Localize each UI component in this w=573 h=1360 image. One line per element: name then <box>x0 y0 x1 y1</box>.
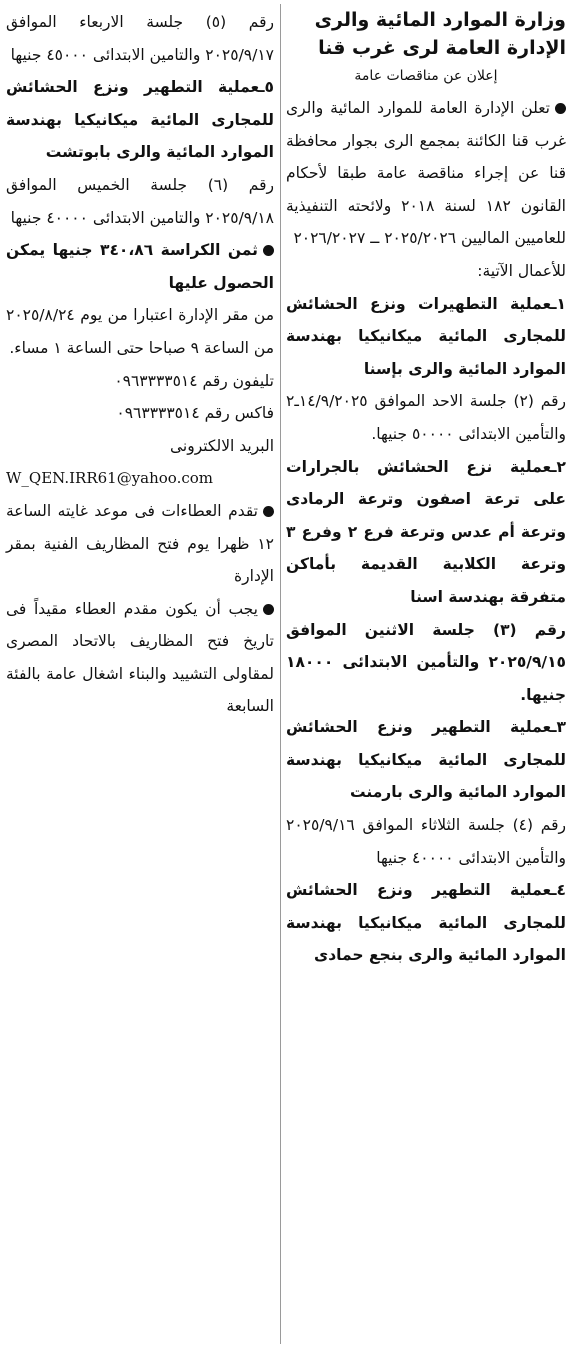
bid-deadline: تقدم العطاءات فى موعد غايته الساعة ١٢ ظهرا يوم فتح المظاريف الفنية بمقر الإدارة <box>6 501 274 586</box>
booklet-availability: من مقر الإدارة اعتبارا من يوم ٢٠٢٥/٨/٢٤ من الساعة ٩ صباحا حتى الساعة ١ مساء. <box>6 306 274 357</box>
bullet-icon <box>263 245 274 256</box>
item-4-details: رقم (٥) جلسة الاربعاء الموافق ٢٠٢٥/٩/١٧ والتامين الابتدائى ٤٥٠٠٠ جنيها <box>6 13 274 64</box>
bidder-requirement: يجب أن يكون مقدم العطاء مقيداً فى تاريخ فتح المظاريف بالاتحاد المصرى لمقاولى التشييد والبناء اشغال عامة بالفئة السابعة <box>6 599 274 716</box>
item-4-title: ٤ـعملية التطهير ونزع الحشائش للمجارى المائية ميكانيكيا بهندسة الموارد المائية والرى بنجع حمادى <box>286 881 566 965</box>
item-3-title: ٣ـعملية التطهير ونزع الحشائش للمجارى المائية ميكانيكيا بهندسة الموارد المائية والرى بارمنت <box>286 718 566 802</box>
item-5-title: ٥ـعملية التطهير ونزع الحشائش للمجارى المائية ميكانيكيا بهندسة الموارد المائية والرى بابوتشت <box>6 78 274 162</box>
booklet-price: ثمن الكراسة ٣٤٠،٨٦ جنيها يمكن الحصول عليها <box>6 241 274 292</box>
bullet-icon <box>263 604 274 615</box>
phone-number: تليفون رقم ٠٩٦٣٣٣٣٥١٤ <box>114 371 274 390</box>
fax-number: فاكس رقم ٠٩٦٣٣٣٣٥١٤ <box>116 404 274 423</box>
item-3-details: رقم (٤) جلسة الثلاثاء الموافق ٢٠٢٥/٩/١٦ والتأمين الابتدائى ٤٠٠٠٠ جنيها <box>286 816 566 867</box>
announcement-subtitle: إعلان عن مناقصات عامة <box>354 68 498 84</box>
item-2-title: ٢ـعملية نزع الحشائش بالجرارات على ترعة اصفون وترعة الرمادى وترعة أم عدس وترعة فرع ٢ وفرع ٣ وترعة الكلابية القديمة بأماكن متفرقة بهندسة اسنا <box>286 457 567 606</box>
intro-paragraph <box>286 92 566 255</box>
ministry-title: وزارة الموارد المائية والرى <box>314 9 566 31</box>
column-divider <box>280 4 281 1344</box>
department-title: الإدارة العامة لرى غرب قنا <box>318 37 566 59</box>
item-1-details: رقم (٢) جلسة الاحد الموافق ١٤/٩/٢٠٢٥ـ٢ والتأمين الابتدائى ٥٠٠٠٠ جنيها. <box>286 392 566 443</box>
bullet-icon <box>555 103 566 114</box>
bullet-icon <box>263 506 274 517</box>
right-column <box>286 6 566 972</box>
email-address: W_QEN.IRR61@yahoo.com <box>6 469 213 488</box>
item-1-title: ١ـعملية التطهيرات ونزع الحشائش للمجارى المائية ميكانيكيا بهندسة الموارد المائية والرى بإسنا <box>286 294 566 378</box>
item-2-details: رقم (٣) جلسة الاثنين الموافق ٢٠٢٥/٩/١٥ والتأمين الابتدائى ١٨٠٠٠ جنيها. <box>286 620 566 704</box>
email-label: البريد الالكترونى <box>169 436 274 455</box>
works-label: للأعمال الآتية: <box>477 261 566 280</box>
intro-text: تعلن الإدارة العامة للموارد المائية والرى غرب قنا الكائنة بمجمع الرى بجوار محافظة قنا عن إجراء مناقصة عامة طبقا لأحكام القانون ١٨٢ لسنة ٢٠١٨ ولائحته التنفيذية للعاميين الماليين ٢٠٢٥/٢٠٢٦ ــ ٢٠٢٦/٢٠٢٧ <box>286 99 566 248</box>
item-5-details: رقم (٦) جلسة الخميس الموافق ٢٠٢٥/٩/١٨ والتامين الابتدائى ٤٠٠٠٠ جنيها <box>6 175 274 227</box>
left-column <box>6 6 274 723</box>
